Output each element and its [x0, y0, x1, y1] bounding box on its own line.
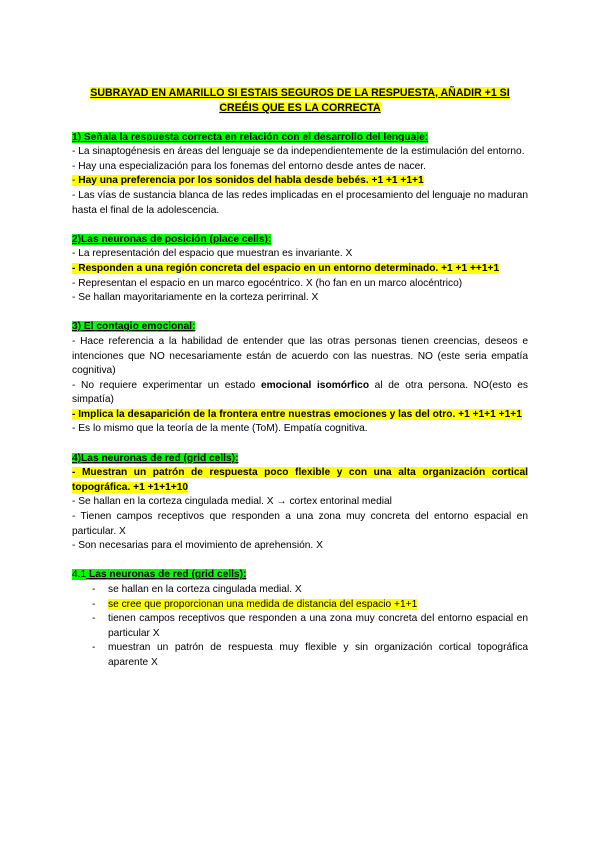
question-1-heading: 1) Señala la respuesta correcta en relación con el desarrollo del lenguaje: [72, 131, 429, 143]
bullet: - [92, 613, 96, 625]
title-line-2: CREÉIS QUE ES LA CORRECTA [219, 102, 381, 114]
q4-option-1: - Muestran un patrón de respuesta poco flexible y con una alta organización cortical topográfica. +1 +1+1+10 [72, 467, 528, 493]
title-line-1: SUBRAYAD EN AMARILLO SI ESTAIS SEGUROS DE LA RESPUESTA, AÑADIR +1 SI [90, 87, 510, 99]
question-4 [72, 452, 528, 554]
question-4-1 [72, 568, 528, 670]
q3-option-4: - Es lo mismo que la teoría de la mente (ToM). Empatía cognitiva. [72, 423, 368, 435]
q3-option-2 [72, 379, 528, 408]
q4-option-4: - Son necesarias para el movimiento de aprehensión. X [72, 540, 323, 552]
q41-option-4 [72, 641, 528, 670]
q1-option-2: - Hay una especialización para los fonemas del entorno desde antes de nacer. [72, 160, 426, 172]
q2-option-1: - La representación del espacio que muestran es invariante. X [72, 248, 353, 260]
q1-option-3-prefix: - [72, 175, 79, 187]
q41-option-2-text: se cree que proporcionan una medida de distancia del espacio +1+1 [108, 598, 418, 610]
question-3 [72, 320, 528, 437]
question-2 [72, 233, 528, 306]
q41-option-1-text: se hallan en la corteza cingulada medial. X [108, 584, 302, 595]
q41-option-1 [72, 583, 528, 598]
q2-option-3: - Representan el espacio en un marco egocéntrico. X (ho fan en un marco alocéntrico) [72, 277, 463, 289]
q41-option-3 [72, 612, 528, 641]
document-content [72, 86, 528, 671]
q2-option-2: - Responden a una región concreta del espacio en un entorno determinado. +1 +1 ++1+1 [72, 262, 500, 274]
q3-option-1: - Hace referencia a la habilidad de entender que las otras personas tienen creencias, deseos e intenciones que NO necesariamente están de acuerdo con las nuestras. NO (este seria empatía cognitiva) [72, 335, 528, 377]
question-4-heading: 4)Las neuronas de red (grid cells): [72, 452, 239, 464]
question-2-heading: 2)Las neuronas de posición (place cells): [72, 233, 272, 245]
q3-option-2-a: - No requiere experimentar un estado [72, 379, 261, 391]
q4-option-2: - Se hallan en la corteza cingulada medial. X → cortex entorinal medial [72, 496, 392, 508]
bullet: - [92, 584, 96, 595]
q3-option-3: - Implica la desaparición de la frontera entre nuestras emociones y las del otro. +1 +1+1 +1+1 [72, 408, 522, 420]
q4-option-3: - Tienen campos receptivos que responden a una zona muy concreta del entorno espacial en particular. X [72, 511, 528, 537]
bullet: - [92, 642, 96, 654]
q3-option-2-c: al de otra persona. NO(esto es simpatía) [72, 379, 528, 406]
q1-option-3 [72, 174, 528, 189]
question-3-heading: 3) El contagio emocional: [72, 321, 196, 333]
q41-option-3-text: tienen campos receptivos que responden a una zona muy concreta del entorno espacial en particular X [108, 613, 528, 639]
q1-option-3-text: Hay una preferencia por los sonidos del habla desde bebés. +1 +1 +1+1 [78, 175, 424, 187]
question-4-1-heading: Las neuronas de red (grid cells): [86, 569, 247, 581]
question-4-1-number: 4.1 [72, 569, 87, 581]
q2-option-4: - Se hallan mayoritariamente en la corteza perirrinal. X [72, 292, 319, 304]
q1-option-4: - Las vías de sustancia blanca de las redes implicadas en el procesamiento del lenguaje no maduran hasta el final de la adolescencia. [72, 189, 528, 216]
page-title [72, 86, 528, 116]
bullet: - [92, 598, 96, 610]
q41-option-4-text: muestran un patrón de respuesta muy flexible y sin organización cortical topográfica aparente X [108, 642, 528, 668]
q1-option-1: - La sinaptogénesis en áreas del lenguaje se da independientemente de la estimulación del entorno. [72, 146, 525, 158]
q3-option-2-b: emocional isomórfico [260, 379, 370, 391]
question-1 [72, 131, 528, 219]
q41-option-2 [72, 598, 528, 613]
